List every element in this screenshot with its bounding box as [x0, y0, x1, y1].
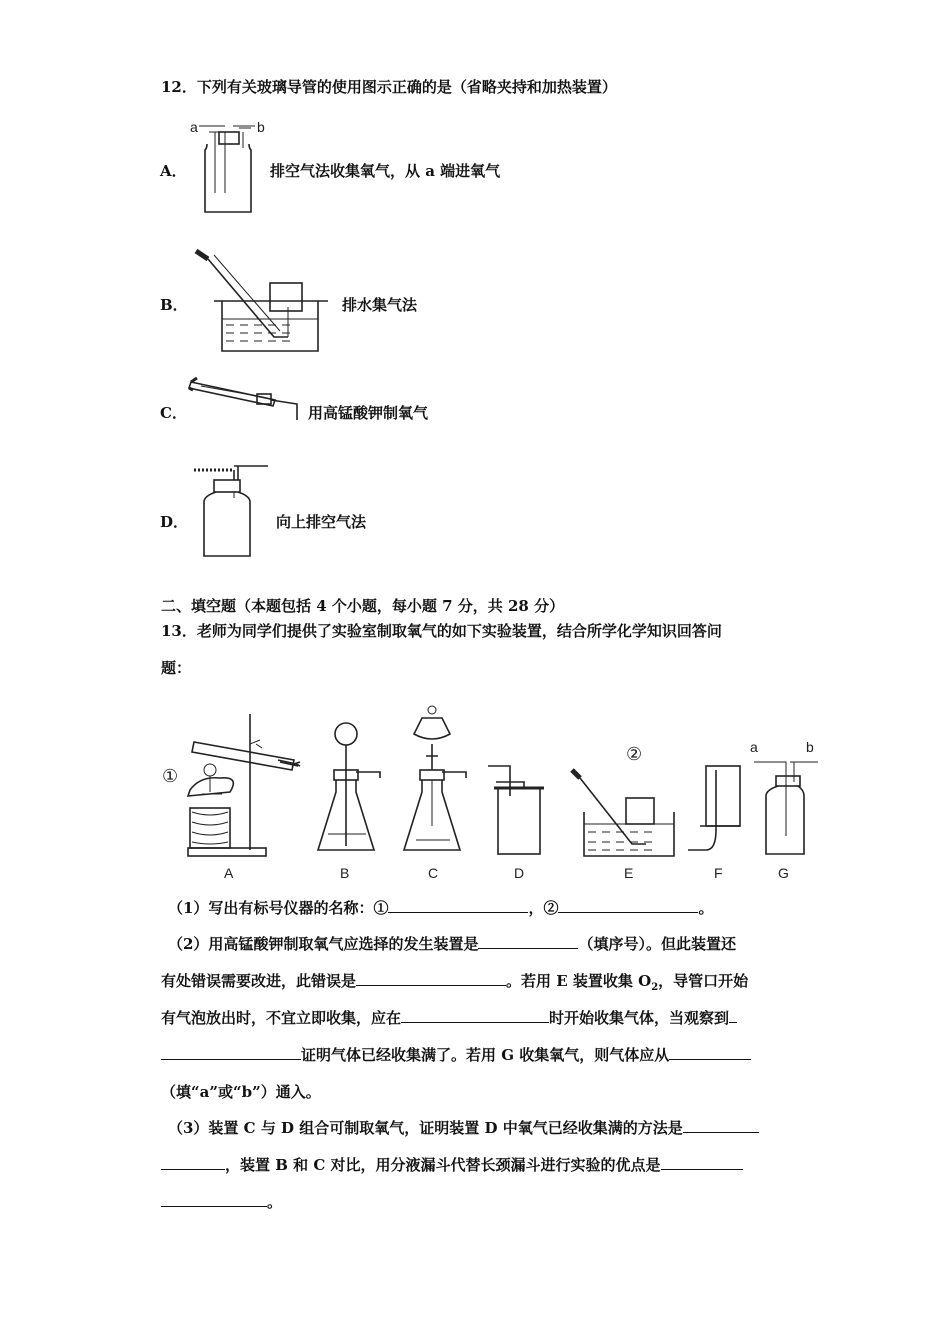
q13-part3-line2 [161, 1155, 743, 1175]
q13-part2-l2a: 有处错误需要改进，此错误是 [161, 972, 357, 990]
q13-part1-a: （1）写出有标号仪器的名称：① [168, 899, 389, 917]
answer-blank-6b[interactable] [161, 1045, 301, 1060]
question-12-stem: 12．下列有关玻璃导管的使用图示正确的是（省略夹持和加热装置） [161, 78, 617, 96]
o2-subscript: 2 [651, 982, 659, 993]
option-c-figure [187, 374, 307, 414]
answer-blank-3[interactable] [478, 934, 578, 949]
question-13-stem-line2: 题： [161, 659, 192, 677]
option-d-key: D． [160, 513, 189, 531]
q13-part1-b: ，② [528, 899, 559, 917]
answer-blank-9a[interactable] [661, 1155, 743, 1170]
q13-part3-l1: （3）装置 C 与 D 组合可制取氧气，证明装置 D 中氧气已经收集满的方法是 [168, 1119, 683, 1137]
answer-blank-8a[interactable] [683, 1118, 759, 1133]
fig-a-label-b: b [257, 119, 265, 135]
q13-part3-line3 [161, 1192, 282, 1212]
q13-part1 [168, 898, 713, 918]
label-B: B [340, 865, 350, 881]
q13-part2-l2c: ，导管口开始 [658, 972, 749, 990]
section-2-title: 二、填空题（本题包括 4 个小题，每小题 7 分，共 28 分） [161, 597, 565, 615]
q13-part3-line1 [168, 1118, 759, 1138]
q13-part2-line4 [161, 1045, 751, 1065]
fig-a-label-a: a [190, 119, 198, 135]
g-label-b: b [806, 739, 814, 755]
answer-blank-8b[interactable] [161, 1155, 225, 1170]
q13-part2-l1a: （2）用高锰酸钾制取氧气应选择的发生装置是 [168, 935, 479, 953]
label-A: A [224, 865, 234, 881]
q13-part3-l2: ，装置 B 和 C 对比，用分液漏斗代替长颈漏斗进行实验的优点是 [225, 1156, 661, 1174]
q13-part2-l3a: 有气泡放出时，不宜立即收集，应在 [161, 1009, 402, 1027]
mark-1: ① [162, 766, 179, 786]
label-F: F [714, 865, 723, 881]
answer-blank-6a[interactable] [729, 1008, 737, 1023]
mark-2: ② [626, 744, 643, 764]
q13-part2-line5: （填“a”或“b”）通入。 [161, 1083, 321, 1101]
option-d-text: 向上排空气法 [276, 513, 367, 531]
q13-part1-c: 。 [698, 899, 714, 917]
label-C: C [428, 865, 439, 881]
q13-part3-l3: 。 [267, 1193, 283, 1211]
option-b-key: B． [160, 296, 188, 314]
q13-part2-l1b: （填序号）。但此装置还 [578, 935, 736, 953]
option-c-key: C． [160, 404, 187, 422]
apparatus-figure [160, 700, 830, 890]
answer-blank-2[interactable] [558, 898, 698, 913]
option-d-figure [190, 462, 280, 562]
option-b-figure [192, 245, 332, 355]
answer-blank-4[interactable] [356, 971, 506, 986]
q13-part2-l2b: 。若用 E 装置收集 O [506, 972, 652, 990]
q13-part2-line1 [168, 934, 736, 954]
answer-blank-7[interactable] [669, 1045, 751, 1060]
label-G: G [778, 865, 789, 881]
label-E: E [624, 865, 634, 881]
answer-blank-9b[interactable] [161, 1192, 267, 1207]
q13-part2-line3 [161, 1008, 737, 1028]
option-a-text: 排空气法收集氧气，从 a 端进氧气 [270, 162, 501, 180]
answer-blank-1[interactable] [388, 898, 528, 913]
q13-part2-line2 [161, 971, 748, 998]
label-D: D [514, 865, 525, 881]
question-13-stem-line1: 13．老师为同学们提供了实验室制取氧气的如下实验装置，结合所学化学知识回答问 [161, 622, 722, 640]
g-label-a: a [750, 739, 758, 755]
option-a-figure [185, 118, 265, 218]
option-b-text: 排水集气法 [342, 296, 418, 314]
option-a-key: A． [160, 162, 187, 180]
option-c-text: 用高锰酸钾制氧气 [308, 404, 429, 422]
q13-part2-l4a: 证明气体已经收集满了。若用 G 收集氧气，则气体应从 [301, 1046, 670, 1064]
q13-part2-l3b: 时开始收集气体，当观察到 [549, 1009, 730, 1027]
answer-blank-5[interactable] [401, 1008, 549, 1023]
